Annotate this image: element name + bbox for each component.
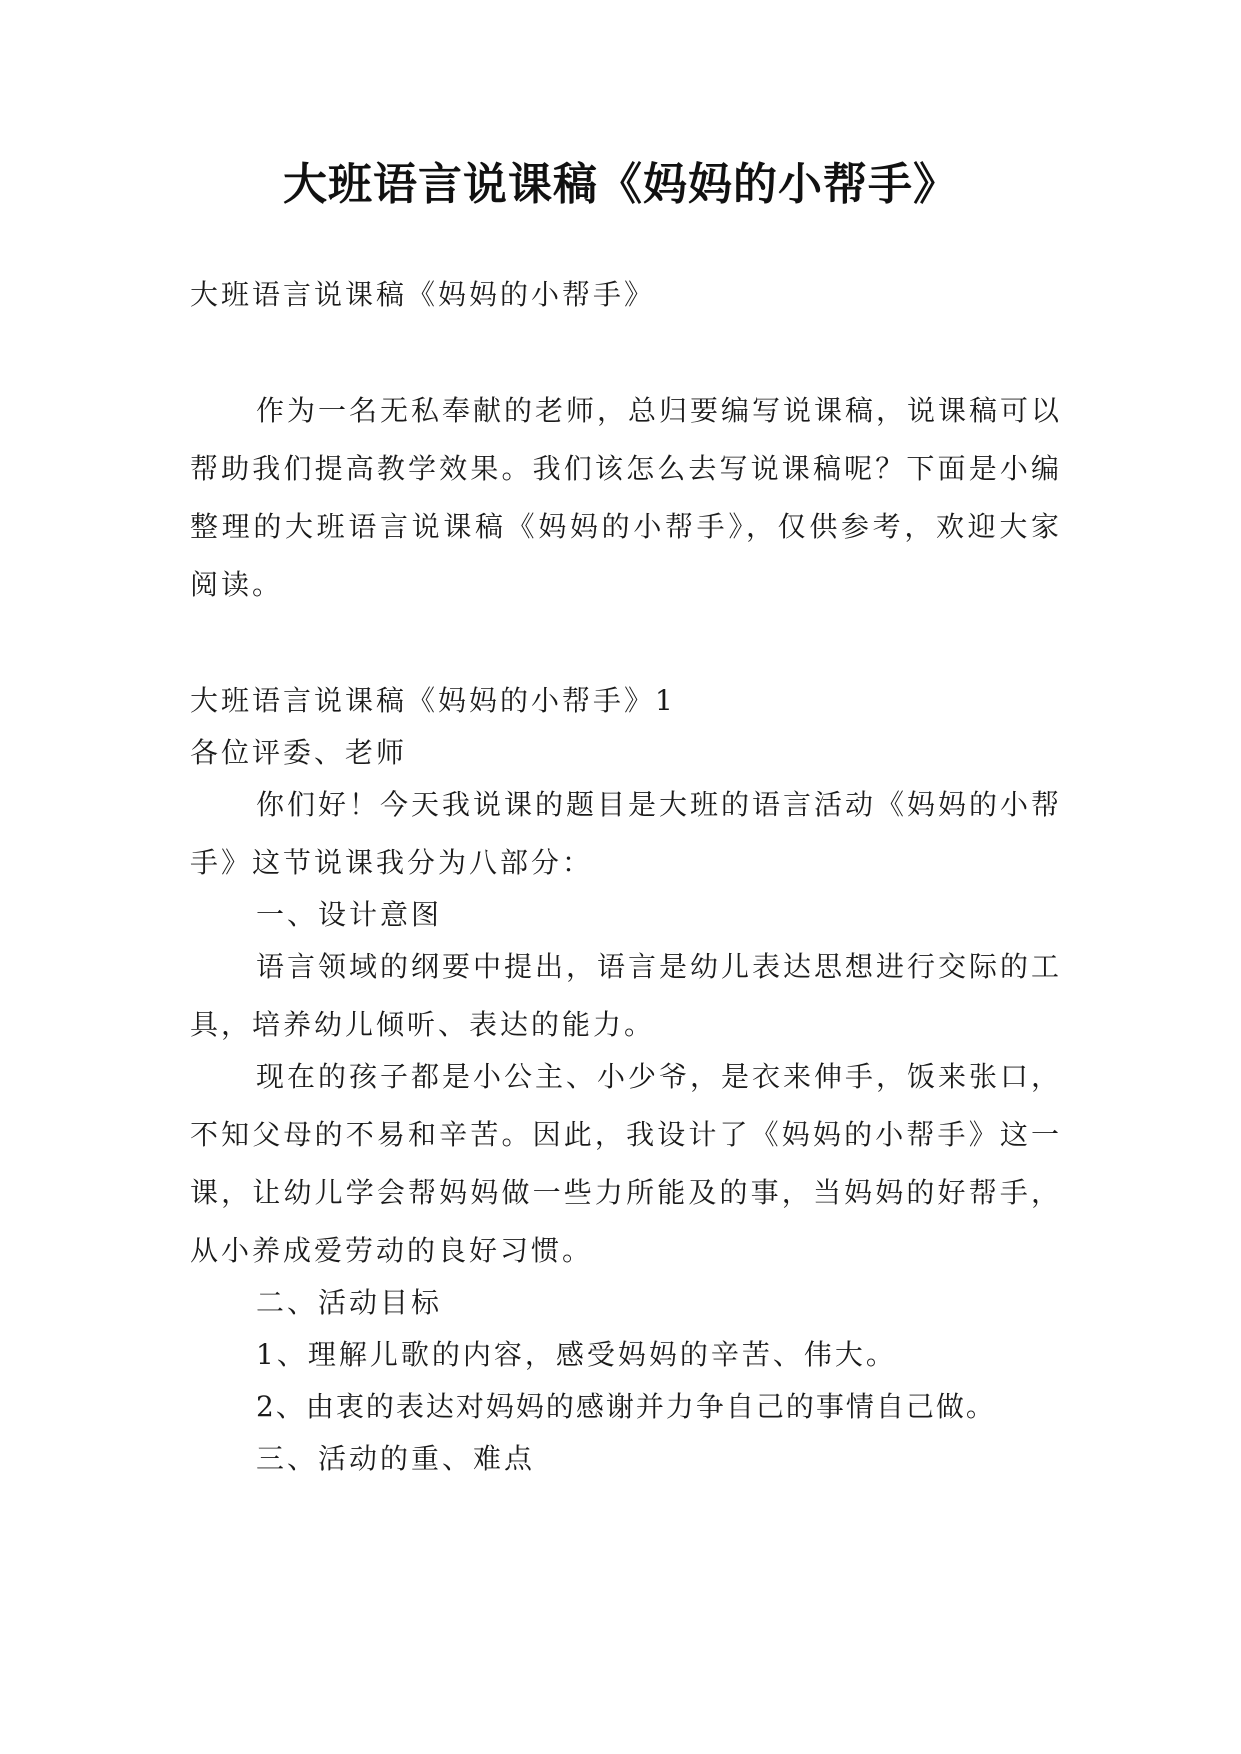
document-subtitle: 大班语言说课稿《妈妈的小帮手》 [190,278,656,311]
document-body [190,266,1062,1488]
opening-paragraph: 你们好！今天我说课的题目是大班的语言活动《妈妈的小帮手》这节说课我分为八部分： [190,788,1063,879]
intro-paragraph: 作为一名无私奉献的老师，总归要编写说课稿，说课稿可以帮助我们提高教学效果。我们该怎么去写说课稿呢？下面是小编整理的大班语言说课稿《妈妈的小帮手》，仅供参考，欢迎大家阅读。 [190,394,1063,601]
part1-heading: 一、设计意图 [256,898,443,931]
greeting-line: 各位评委、老师 [190,736,408,769]
part1-paragraph-2: 现在的孩子都是小公主、小少爷，是衣来伸手，饭来张口，不知父母的不易和辛苦。因此，我设计了《妈妈的小帮手》这一课，让幼儿学会帮妈妈做一些力所能及的事，当妈妈的好帮手，从小养成爱劳动的良好习惯。 [190,1060,1063,1267]
section-heading: 大班语言说课稿《妈妈的小帮手》1 [190,684,676,717]
part2-heading: 二、活动目标 [256,1286,443,1319]
part3-heading: 三、活动的重、难点 [256,1442,536,1475]
goal-item-2: 2、由衷的表达对妈妈的感谢并力争自己的事情自己做。 [256,1390,996,1423]
goal-item-1: 1、理解儿歌的内容，感受妈妈的辛苦、伟大。 [256,1338,897,1371]
document-title: 大班语言说课稿《妈妈的小帮手》 [283,159,958,210]
part1-paragraph-1: 语言领域的纲要中提出，语言是幼儿表达思想进行交际的工具，培养幼儿倾听、表达的能力。 [190,950,1063,1041]
